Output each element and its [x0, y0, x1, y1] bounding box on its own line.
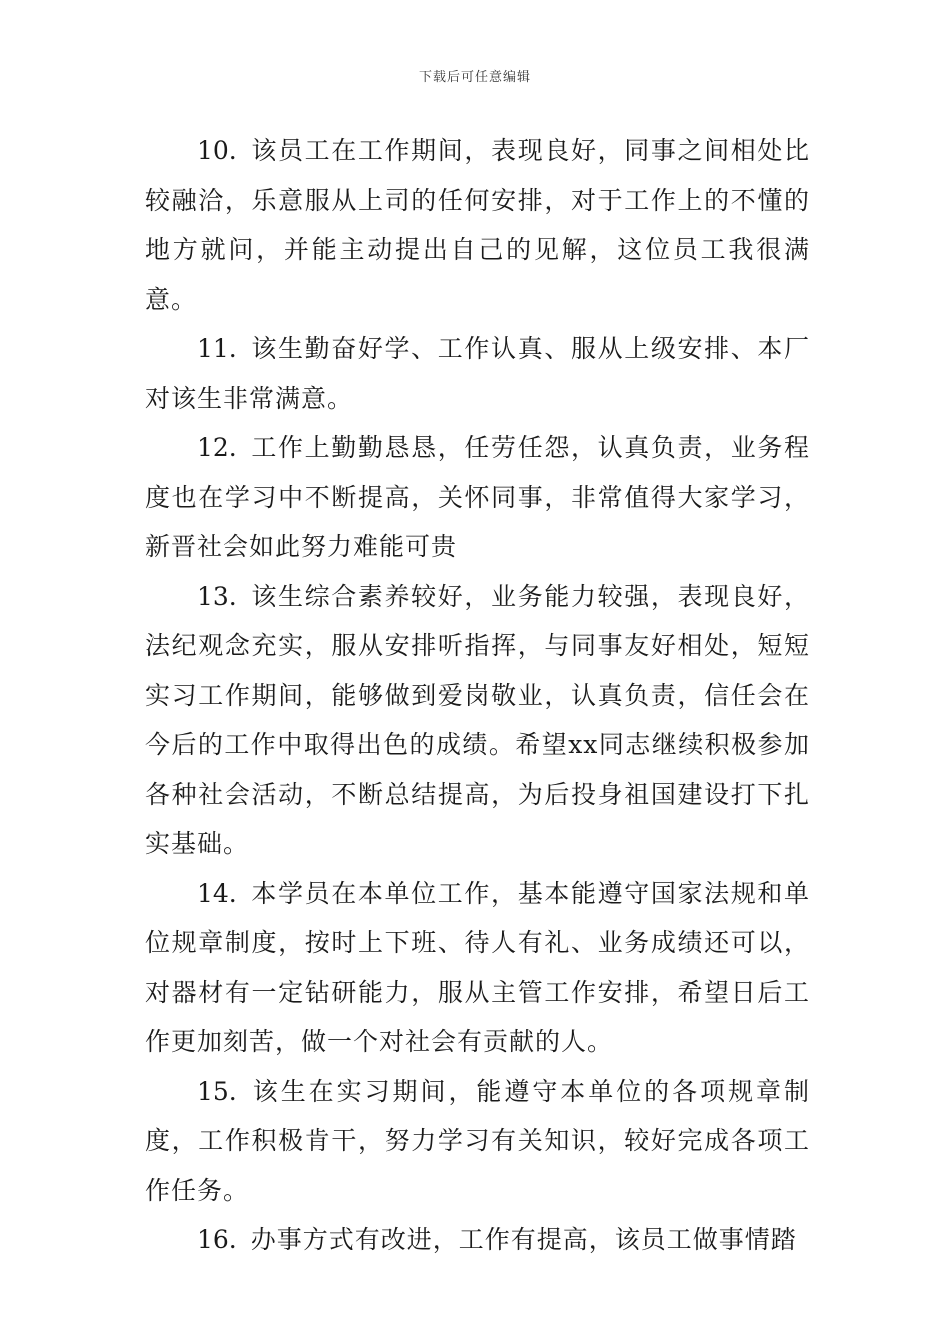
- paragraph-10: [145, 126, 810, 324]
- paragraph-16: [145, 1215, 810, 1265]
- paragraph-13: [145, 572, 810, 869]
- paragraph-text: 本学员在本单位工作，基本能遵守国家法规和单位规章制度，按时上下班、待人有礼、业务成绩还可以，对器材有一定钻研能力，服从主管工作安排，希望日后工作更加刻苦，做一个对社会有贡献的人。: [145, 878, 810, 1056]
- paragraph-number: 14.: [197, 878, 237, 908]
- paragraph-11: [145, 324, 810, 423]
- paragraph-text: 该生综合素养较好，业务能力较强，表现良好，法纪观念充实，服从安排听指挥，与同事友好相处，短短实习工作期间，能够做到爱岗敬业，认真负责，信任会在今后的工作中取得出色的成绩。希望xx同志继续积极参加各种社会活动，不断总结提高，为后投身祖国建设打下扎实基础。: [145, 581, 810, 858]
- paragraph-14: [145, 869, 810, 1067]
- paragraph-text: 办事方式有改进，工作有提高，该员工做事情踏: [250, 1225, 797, 1254]
- paragraph-text: 该生勤奋好学、工作认真、服从上级安排、本厂对该生非常满意。: [145, 334, 810, 413]
- paragraph-number: 12.: [197, 433, 237, 462]
- paragraph-number: 13.: [197, 581, 237, 611]
- paragraph-number: 16.: [197, 1225, 237, 1254]
- paragraph-15: [145, 1067, 810, 1216]
- paragraph-text: 该生在实习期间，能遵守本单位的各项规章制度，工作积极肯干，努力学习有关知识，较好完成各项工作任务。: [145, 1076, 810, 1205]
- paragraph-text: 该员工在工作期间，表现良好，同事之间相处比较融洽，乐意服从上司的任何安排，对于工作上的不懂的地方就问，并能主动提出自己的见解，这位员工我很满意。: [145, 136, 810, 314]
- page-header: 下载后可任意编辑: [418, 70, 531, 85]
- document-body: [145, 126, 810, 1265]
- paragraph-number: 10.: [197, 136, 237, 165]
- paragraph-12: [145, 423, 810, 572]
- paragraph-text: 工作上勤勤恳恳，任劳任怨，认真负责，业务程度也在学习中不断提高，关怀同事，非常值得大家学习，新晋社会如此努力难能可贵: [145, 433, 810, 561]
- paragraph-number: 15.: [197, 1076, 237, 1106]
- paragraph-number: 11.: [197, 334, 237, 363]
